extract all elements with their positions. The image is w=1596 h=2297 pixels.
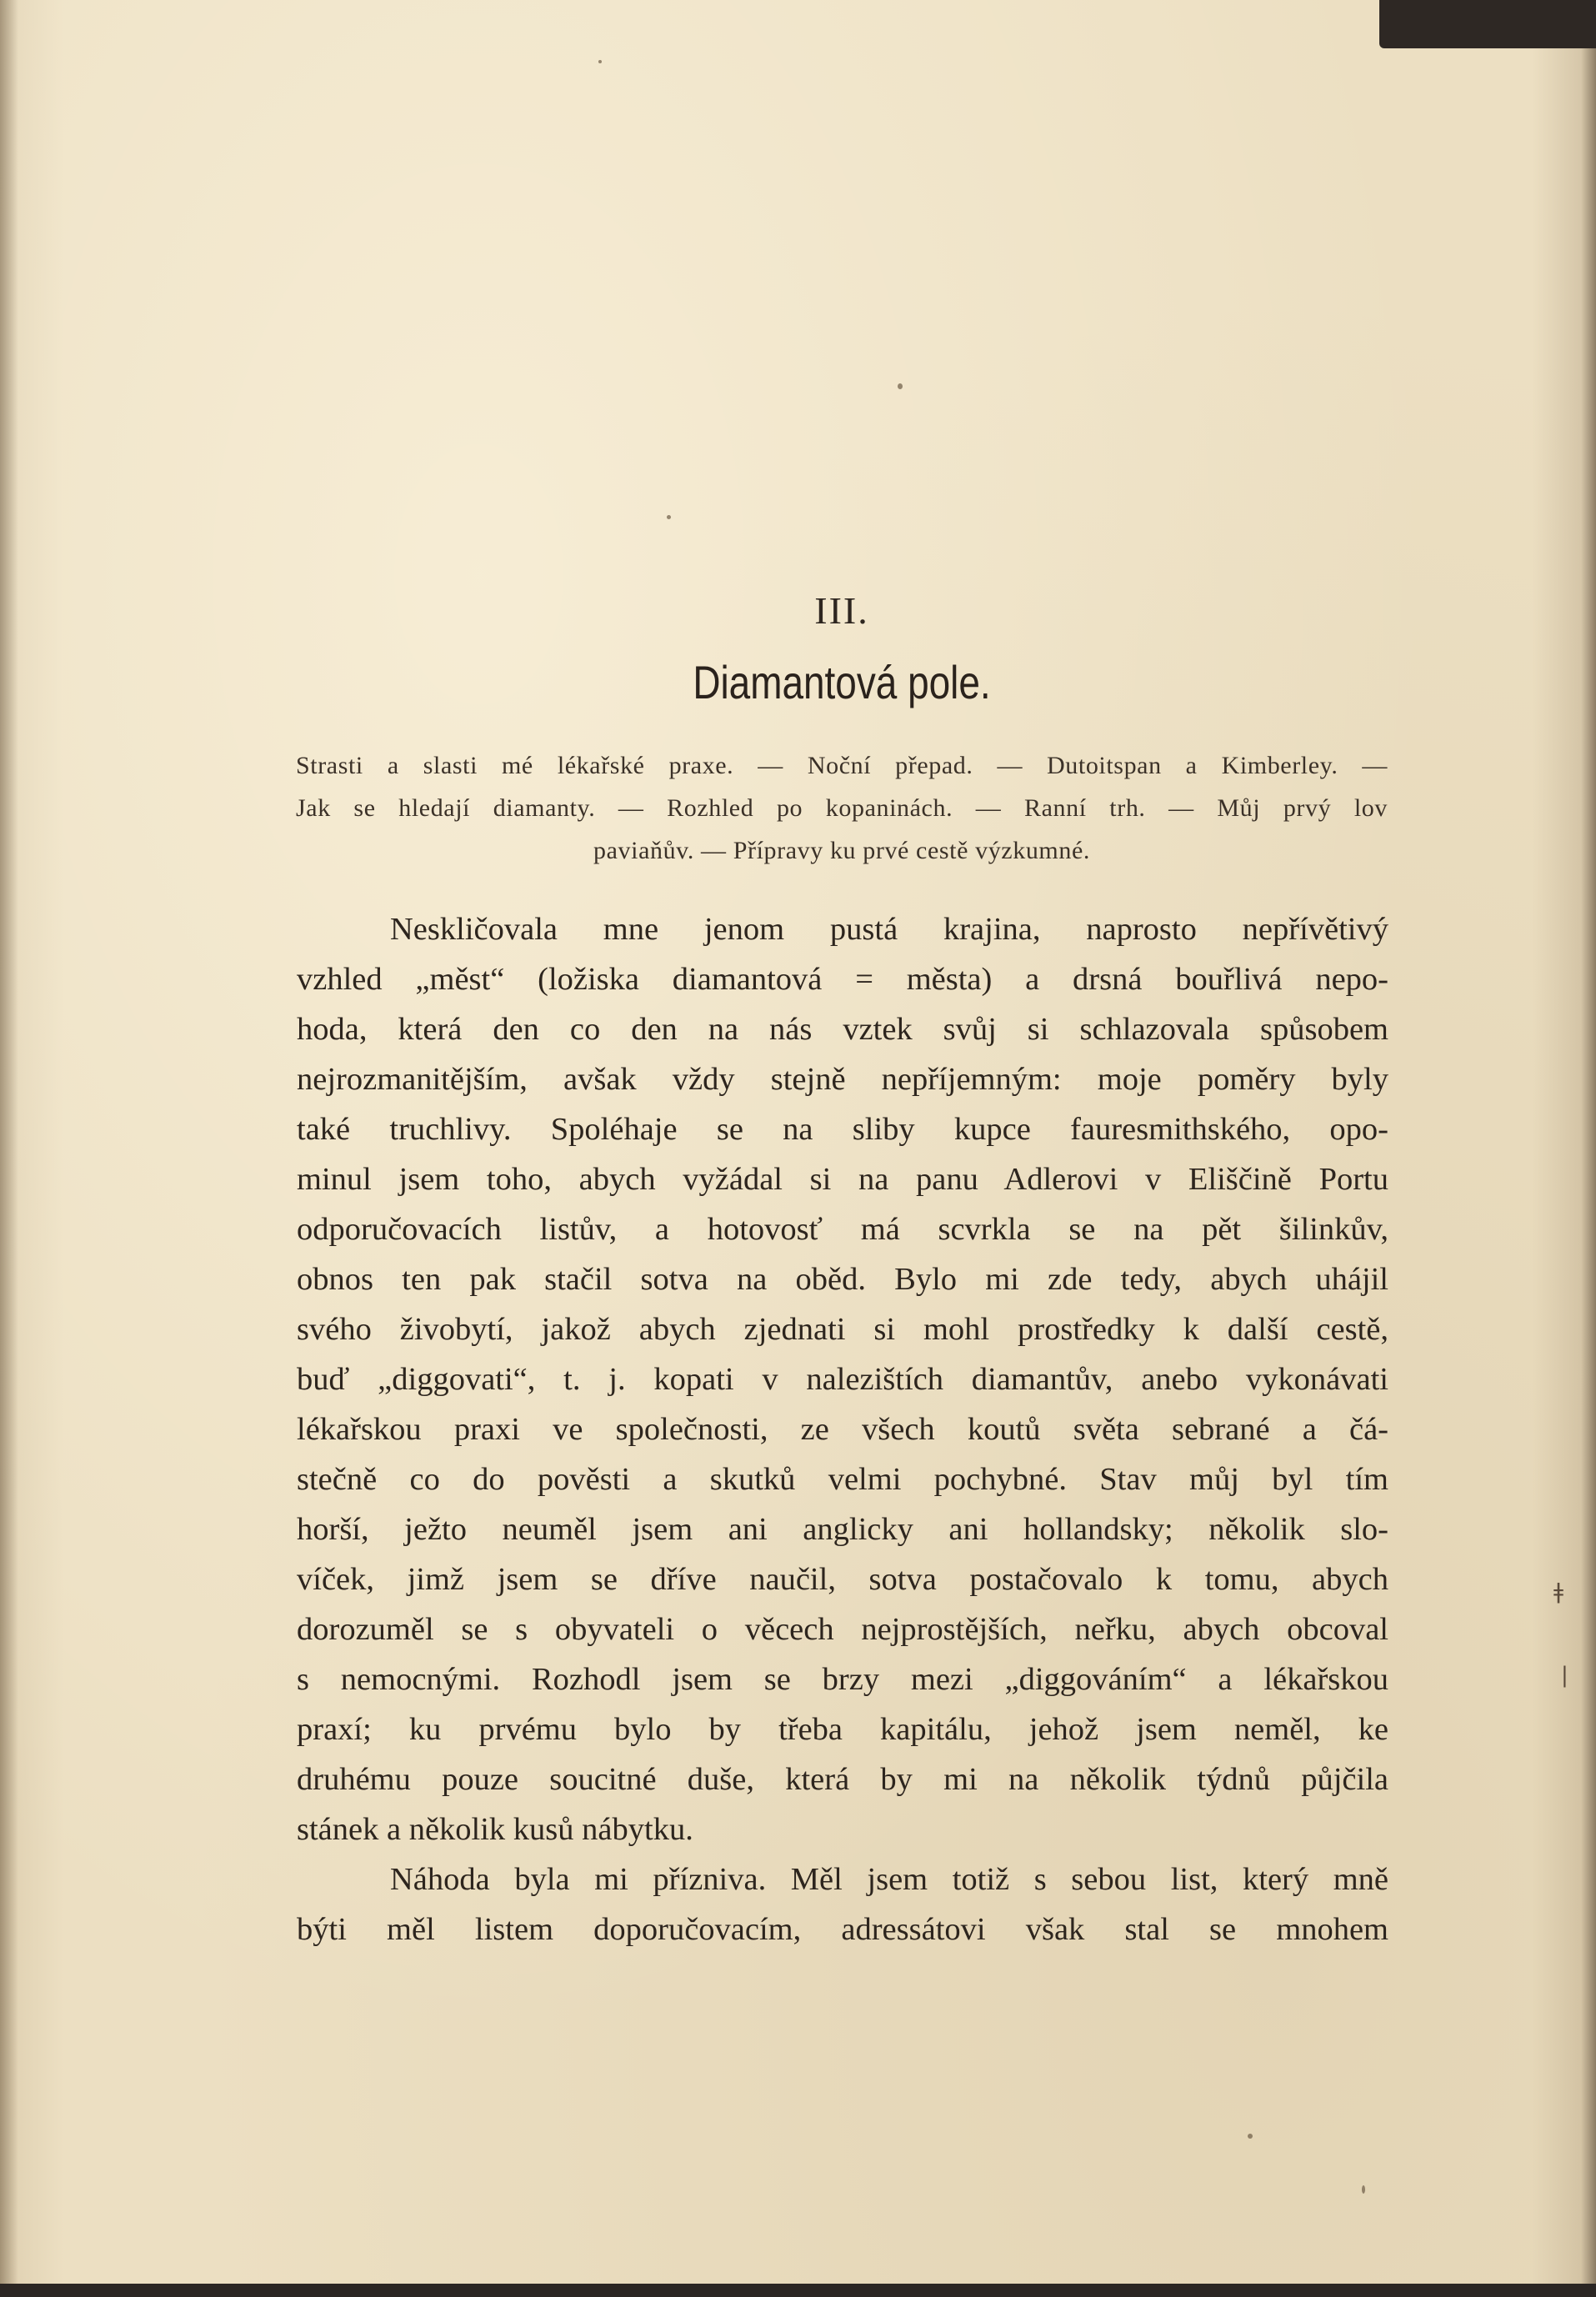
paper-speck [1248,2134,1253,2139]
chapter-number: III. [814,589,869,632]
text-line: odporučovacích listův, a hotovosť má scvrkla se na pět šilinkův, [297,1212,1388,1247]
margin-mark: | [1561,1663,1568,1688]
page-right-shadow [1581,0,1596,2297]
text-line: druhému pouze soucitné duše, která by mi na několik týdnů půjčila [297,1762,1388,1797]
summary-line: Strasti a slasti mé lékařské praxe. — Noční přepad. — Dutoitspan a Kimberley. — [296,752,1388,779]
summary-line: paviaňův. — Přípravy ku prvé cestě výzkumné. [593,837,1090,864]
text-line: stánek a několik kusů nábytku. [297,1812,693,1847]
chapter-summary [296,744,1388,872]
text-line: vzhled „měst“ (ložiska diamantová = města) a drsná bouřlivá nepo- [297,962,1388,997]
summary-line: Jak se hledají diamanty. — Rozhled po kopaninách. — Ranní trh. — Můj prvý lov [296,794,1388,822]
text-line: také truchlivy. Spoléhaje se na sliby kupce fauresmithského, opo- [297,1112,1388,1147]
paper-speck [1362,2185,1365,2194]
text-line: nejrozmanitějším, avšak vždy stejně nepříjemným: moje poměry byly [297,1062,1388,1097]
paper-speck [898,383,903,389]
scan-background-corner [1379,0,1596,48]
paper-speck [598,60,602,63]
text-line: buď „diggovati“, t. j. kopati v nalezištích diamantův, anebo vykonávati [297,1362,1388,1397]
text-line: Neskličovala mne jenom pustá krajina, naprosto nepřívětivý [390,912,1388,947]
text-line: praxí; ku prvému bylo by třeba kapitálu, jehož jsem neměl, ke [297,1712,1388,1747]
page-left-shadow [0,0,18,2297]
scan-background-bottom [0,2284,1596,2297]
text-line: býti měl listem doporučovacím, adressátovi však stal se mnohem [297,1912,1388,1947]
text-line: víček, jimž jsem se dříve naučil, sotva postačovalo k tomu, abych [297,1562,1388,1597]
text-line: svého živobytí, jakož abych zjednati si mohl prostředky k další cestě, [297,1312,1388,1347]
text-line: lékařskou praxi ve společnosti, ze všech koutů světa sebrané a čá- [297,1412,1388,1447]
text-line: s nemocnými. Rozhodl jsem se brzy mezi „diggováním“ a lékařskou [297,1662,1388,1697]
text-line: horší, ježto neuměl jsem ani anglicky ani hollandsky; několik slo- [297,1512,1388,1547]
text-line: Náhoda byla mi příznivа. Měl jsem totiž s sebou list, který mně [390,1862,1388,1897]
paper-speck [667,515,671,519]
chapter-title: Diamantová pole. [693,656,991,708]
text-line: stečně co do pověsti a skutků velmi pochybné. Stav můj byl tím [297,1462,1388,1497]
body-text [297,904,1388,1954]
margin-mark: ǂ [1553,1579,1563,1604]
text-line: dorozuměl se s obyvateli o věcech nejprostějších, neřku, abych obcoval [297,1612,1388,1647]
text-line: hoda, která den co den na nás vztek svůj si schlazovala spůsobem [297,1012,1388,1047]
text-line: minul jsem toho, abych vyžádal si na panu Adlerovi v Eliščině Portu [297,1162,1388,1197]
text-line: obnos ten pak stačil sotva na oběd. Bylo mi zde tedy, abych uhájil [297,1262,1388,1297]
